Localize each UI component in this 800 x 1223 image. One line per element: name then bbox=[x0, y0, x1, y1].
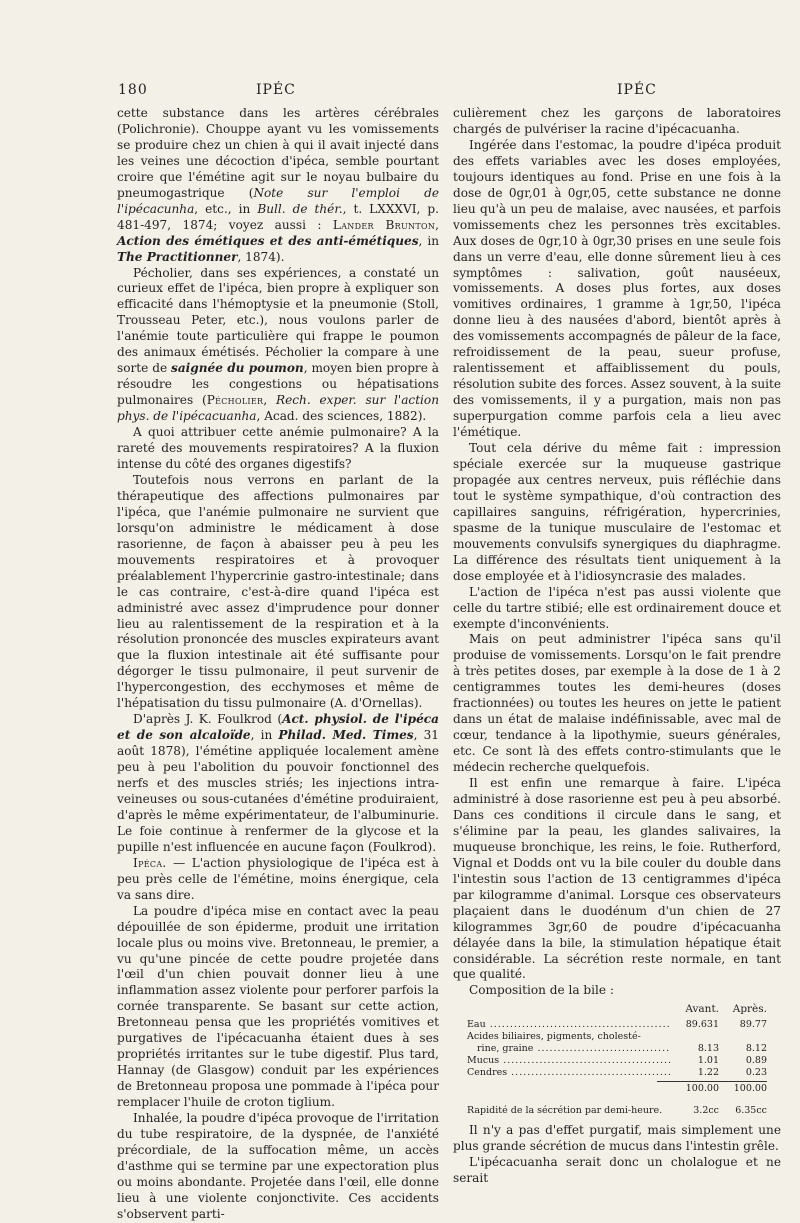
table-header-row bbox=[467, 1003, 767, 1015]
paragraph: Il n'y a pas d'effet purgatif, mais simplement une plus grande sécrétion de mucus dans l'intestin grêle. bbox=[453, 1123, 781, 1154]
table-rule bbox=[657, 1081, 767, 1082]
paragraph: culièrement chez les garçons de laboratoires chargés de pulvériser la racine d'ipécacuanha. bbox=[453, 106, 781, 136]
paragraph: A quoi attribuer cette anémie pulmonaire? A la rareté des mouvements respiratoires? A la fluxion intense du côté des organes digestifs? bbox=[117, 425, 439, 471]
table-total-row: 100.00 100.00 bbox=[685, 1083, 767, 1095]
paragraph: L'ipécacuanha serait donc un cholalogue et ne serait bbox=[453, 1155, 781, 1186]
bile-composition-table bbox=[467, 1003, 767, 1117]
table-title: Composition de la bile : bbox=[469, 983, 614, 998]
paragraph: L'action de l'ipéca n'est pas aussi violente que celle du tartre stibié; elle est ordinairement douce et exempte d'inconvénients. bbox=[453, 584, 781, 631]
left-column bbox=[117, 106, 439, 1223]
column-after-header: Après. bbox=[732, 1003, 767, 1016]
table-row: Cendres ..... 1.22 0.23 bbox=[467, 1067, 767, 1079]
paragraph: Ingérée dans l'estomac, la poudre d'ipéca produit des effets variables avec les doses employées, toujours identiques au fond. Prise en une fois à la dose de 0gr,01 à 0gr,05, cette substance ne donne lieu qu'à un peu de malaise, avec nausées, et parfois vomissements chez les personnes très excitables. Aux doses de 0gr,10 à 0gr,30 prises en une seule fois dans un verre d'eau, elle donne sûrement lieu à ces symptômes : salivation, goût nauséeux, vomissements. A doses plus fortes, aux doses vomitives ordinaires, 1 gramme à 1gr,50, l'ipéca donne lieu à des nausées d'abord, bientôt après à des vomissements accompagnés de pâleur de la face, refroidissement de la peau, sueur profuse, ralentissement et affaiblissement du pouls, résolution subite des forces. Assez souvent, à la suite des vomissements, il y a purgation, mais non pas superpurgation comme parfois cela a lieu avec l'émétique. bbox=[453, 137, 781, 440]
paragraph: Pécholier, dans ses expériences, a constaté un curieux effet de l'ipéca, bien propre à expliquer son efficacité dans l'hémoptysie et la pneumonie (Stoll, Trousseau Peter, etc.), nous voulons parler de l'anémie toute particulière qui frappe le poumon des animaux émétisés. Pécholier la compare à une sorte de saignée du poumon, moyen bien propre à résoudre les congestions ou hépatisations pulmonaires (Pécholier, Rech. exper. sur l'action phys. de l'ipécacuanha, Acad. des sciences, 1882). bbox=[117, 265, 439, 424]
table-row: rine, graine ..... 8.13 8.12 bbox=[467, 1043, 767, 1055]
paragraph: D'après J. K. Foulkrod (Act. physiol. de l'ipéca et de son alcaloïde, in Philad. Med. Times, 31 août 1878), l'émétine appliquée localement amène peu à peu l'abolition du pouvoir fonctionnel des nerfs et des muscles striés; les injections intra-veineuses ou sous-cutanées d'émétine produiraient, d'après le même expérimentateur, de l'albuminurie. Le foie continue à renfermer de la glycose et la pupille n'est influencée en aucune façon (Foulkrod). bbox=[117, 712, 439, 854]
table-row: Mucus ..... 1.01 0.89 bbox=[467, 1055, 767, 1067]
paragraph: Mais on peut administrer l'ipéca sans qu'il produise de vomissements. Lorsqu'on le fait prendre à très petites doses, par exemple à la dose de 1 à 2 centigrammes toutes les demi-heures (doses fractionnées) ou toutes les heures on jette le patient dans un état de malaise indéfinissable, avec mal de cœur, tendance à la lipothymie, sueurs générales, etc. Ce sont là des effets contro-stimulants que le médecin recherche quelquefois. bbox=[453, 632, 781, 775]
page-number: 180 bbox=[118, 82, 148, 98]
paragraph: Toutefois nous verrons en parlant de la thérapeutique des affections pulmonaires par l'ipéca, que l'anémie pulmonaire ne survient que lorsqu'on administre le médicament à dose rasorienne, de façon à abaisser peu à peu les mouvements respiratoires et à provoquer préalablement l'hypercrinie gastro-intestinale; dans le cas contraire, c'est-à-dire quand l'ipéca est administré avec assez d'imprudence pour donner lieu au ralentissement de la respiration et à la résolution prononcée des muscles expirateurs avant que la fluxion intestinale ait été suffisante pour dégorger le tissu pulmonaire, il peut survenir de l'hypercongestion, des ecchymoses et même de l'hépatisation du tissu pulmonaire (A. d'Ornellas). bbox=[117, 472, 439, 711]
column-before-header: Avant. bbox=[685, 1003, 719, 1016]
table-row: Acides biliaires, pigments, cholesté- bbox=[467, 1031, 641, 1043]
left-running-title: IPÉC bbox=[256, 82, 296, 98]
paragraph: Il est enfin une remarque à faire. L'ipéca administré à dose rasorienne est peu à peu absorbé. Dans ces conditions il circule dans le sang, et s'élimine par la peau, les glandes salivaires, la muqueuse bronchique, les reins, le foie. Rutherford, Vignal et Dodds ont vu la bile couler du double dans l'intestin sous l'action de 13 centigrammes d'ipéca par kilogramme d'animal. Lorsque ces observateurs plaçaient dans le duodénum d'un chien de 27 kilogrammes 3gr,60 de poudre d'ipécacuanha délayée dans la bile, la stimulation hépatique était considérable. La sécrétion reste normale, en tant que qualité. bbox=[453, 776, 781, 982]
running-header bbox=[118, 82, 708, 102]
paragraph: cette substance dans les artères cérébrales (Polichronie). Chouppe ayant vu les vomissements se produire chez un chien à qui il avait injecté dans les veines une décoction d'ipéca, semble pourtant croire que l'émétine agit sur le noyau bulbaire du pneumogastrique (Note sur l'emploi de l'ipécacunha, etc., in Bull. de thér., t. LXXXVI, p. 481-497, 1874; voyez aussi : Lander Brunton, Action des émétiques et des anti-émétiques, in The Practitionner, 1874). bbox=[117, 106, 440, 264]
paragraph: Ipéca. — L'action physiologique de l'ipéca est à peu près celle de l'émétine, moins énergique, cela va sans dire. bbox=[117, 855, 439, 902]
right-column bbox=[453, 106, 781, 1187]
paragraph: Tout cela dérive du même fait : impression spéciale exercée sur la muqueuse gastrique propagée aux centres nerveux, puis réfléchie dans tout le système sympathique, d'où contraction des capillaires sanguins, réfrigération, hypercrinies, spasme de la tunique musculaire de l'estomac et mouvements convulsifs synergiques du diaphragme. La différence des résultats tient uniquement à la dose employée et à l'idiosyncrasie des malades. bbox=[453, 441, 781, 583]
table-row: Eau ..... 89.631 89.77 bbox=[467, 1019, 767, 1031]
paragraph: La poudre d'ipéca mise en contact avec la peau dépouillée de son épiderme, produit une irritation locale plus ou moins vive. Bretonneau, le premier, a vu qu'une pincée de cette poudre projetée dans l'œil d'un chien pouvait donner lieu à une inflammation assez violente pour perforer parfois la cornée transparente. Se basant sur cette action, Bretonneau pensa que les propriétés vomitives et purgatives de l'ipécacuanha étaient dues à ses propriétés irritantes sur le tube digestif. Plus tard, Hannay (de Glasgow) conduit par les expériences de Bretonneau proposa une pommade à l'ipéca pour remplacer l'huile de croton tiglium. bbox=[117, 903, 439, 1110]
right-running-title: IPÉC bbox=[617, 82, 657, 98]
secretion-rate-row: Rapidité de la sécrétion par demi-heure. 3.2cc 6.35cc bbox=[467, 1105, 767, 1117]
paragraph: Inhalée, la poudre d'ipéca provoque de l'irritation du tube respiratoire, de la dyspnée, de l'anxiété précordiale, de la suffocation même, un accès d'asthme qui se termine par une expectoration plus ou moins abondante. Projetée dans l'œil, elle donne lieu à une violente conjonctivite. Ces accidents s'observent parti- bbox=[117, 1111, 439, 1221]
